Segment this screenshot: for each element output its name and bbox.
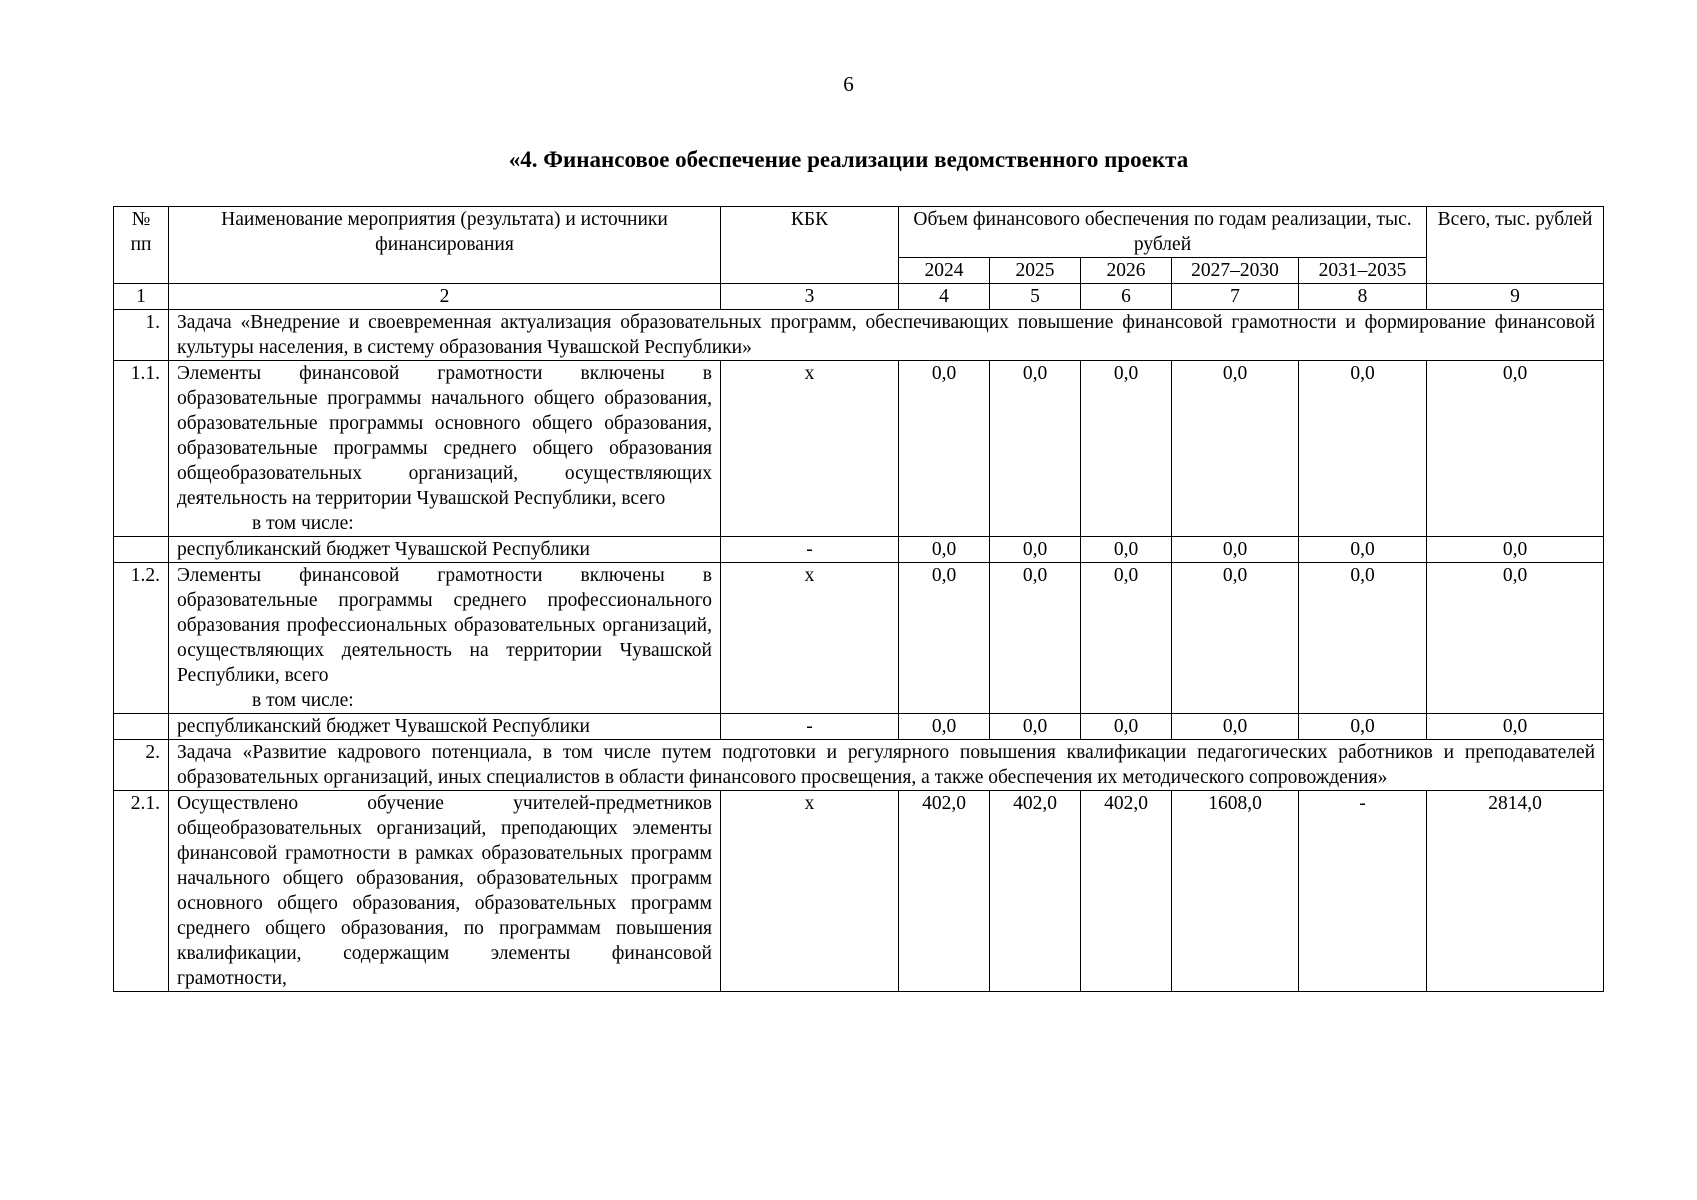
row-value: 0,0 (899, 563, 990, 714)
header-volume: Объем финансового обеспечения по годам реализации, тыс. рублей (899, 207, 1427, 258)
table-row (114, 714, 1604, 740)
header-year: 2025 (990, 258, 1081, 284)
row-value: 0,0 (899, 361, 990, 537)
row-value: 0,0 (1299, 563, 1427, 714)
row-total: 0,0 (1427, 361, 1604, 537)
financing-table (113, 206, 1604, 992)
row-kbk: х (721, 791, 899, 992)
header-year: 2031–2035 (1299, 258, 1427, 284)
row-name: Осуществлено обучение учителей-предметников общеобразовательных организаций, преподающих элементы финансовой грамотности в рамках образовательных программ начального общего образования, образовательных программ основного общего образования, образовательных программ среднего общего образования, по программам повышения квалификации, содержащим элементы финансовой грамотности, (169, 791, 721, 992)
row-number: 1.2. (114, 563, 169, 714)
row-name-text: Элементы финансовой грамотности включены в образовательные программы начального общего образования, образовательные программы основного общего образования, образовательные программы среднего общего образования общеобразовательных организаций, осуществляющих деятельность на территории Чувашской Республики, всего (177, 363, 712, 509)
row-number: 1. (114, 310, 169, 361)
task-row (114, 310, 1604, 361)
column-number: 7 (1172, 284, 1299, 310)
row-value: 0,0 (899, 537, 990, 563)
row-name: республиканский бюджет Чувашской Республики (169, 537, 721, 563)
row-name (169, 361, 721, 537)
header-no: № пп (114, 207, 169, 284)
table-row (114, 361, 1604, 537)
row-value: 0,0 (1081, 537, 1172, 563)
column-number: 8 (1299, 284, 1427, 310)
task-text: Задача «Развитие кадрового потенциала, в том числе путем подготовки и регулярного повышения квалификации педагогических работников и преподавателей образовательных организаций, иных специалистов в области финансового просвещения, а также обеспечения их методического сопровождения» (169, 740, 1604, 791)
column-number: 9 (1427, 284, 1604, 310)
header-year: 2027–2030 (1172, 258, 1299, 284)
section-title: «4. Финансовое обеспечение реализации ведомственного проекта (508, 147, 1189, 172)
row-kbk: х (721, 563, 899, 714)
row-value: 0,0 (1172, 563, 1299, 714)
row-kbk: - (721, 537, 899, 563)
header-kbk: КБК (721, 207, 899, 284)
row-kbk: х (721, 361, 899, 537)
row-value: 0,0 (1299, 361, 1427, 537)
row-value: 0,0 (990, 563, 1081, 714)
row-number-empty (114, 537, 169, 563)
row-total: 2814,0 (1427, 791, 1604, 992)
column-number: 6 (1081, 284, 1172, 310)
row-total: 0,0 (1427, 537, 1604, 563)
row-number: 2.1. (114, 791, 169, 992)
row-value: 0,0 (990, 537, 1081, 563)
row-value: 1608,0 (1172, 791, 1299, 992)
including-label: в том числе: (252, 690, 354, 711)
table-row (114, 563, 1604, 714)
including-label: в том числе: (252, 513, 354, 534)
header-total: Всего, тыс. рублей (1427, 207, 1604, 284)
task-row (114, 740, 1604, 791)
column-number: 1 (114, 284, 169, 310)
row-total: 0,0 (1427, 563, 1604, 714)
row-number: 1.1. (114, 361, 169, 537)
row-name: республиканский бюджет Чувашской Республики (169, 714, 721, 740)
column-number: 3 (721, 284, 899, 310)
row-value: 0,0 (1081, 714, 1172, 740)
table-row (114, 791, 1604, 992)
page-number: 6 (843, 72, 854, 96)
row-value: 0,0 (990, 714, 1081, 740)
row-value: 0,0 (1172, 537, 1299, 563)
row-number: 2. (114, 740, 169, 791)
row-value: 402,0 (899, 791, 990, 992)
row-value: 0,0 (899, 714, 990, 740)
table-row (114, 537, 1604, 563)
row-name-text: Элементы финансовой грамотности включены в образовательные программы среднего профессионального образования профессиональных образовательных организаций, осуществляющих деятельность на территории Чувашской Республики, всего (177, 565, 712, 686)
row-value: 0,0 (1081, 563, 1172, 714)
column-number: 4 (899, 284, 990, 310)
row-value: 0,0 (1299, 714, 1427, 740)
row-total: 0,0 (1427, 714, 1604, 740)
row-value: 402,0 (990, 791, 1081, 992)
header-row (114, 207, 1604, 258)
row-value: - (1299, 791, 1427, 992)
row-kbk: - (721, 714, 899, 740)
header-name: Наименование мероприятия (результата) и источники финансирования (169, 207, 721, 284)
row-value: 402,0 (1081, 791, 1172, 992)
column-number: 5 (990, 284, 1081, 310)
row-value: 0,0 (1081, 361, 1172, 537)
row-value: 0,0 (1172, 361, 1299, 537)
task-text: Задача «Внедрение и своевременная актуализация образовательных программ, обеспечивающих повышение финансовой грамотности и формирование финансовой культуры населения, в систему образования Чувашской Республики» (169, 310, 1604, 361)
row-number-empty (114, 714, 169, 740)
column-number: 2 (169, 284, 721, 310)
row-value: 0,0 (1299, 537, 1427, 563)
header-year: 2026 (1081, 258, 1172, 284)
column-numbers-row (114, 284, 1604, 310)
header-year: 2024 (899, 258, 990, 284)
row-value: 0,0 (1172, 714, 1299, 740)
row-value: 0,0 (990, 361, 1081, 537)
row-name (169, 563, 721, 714)
